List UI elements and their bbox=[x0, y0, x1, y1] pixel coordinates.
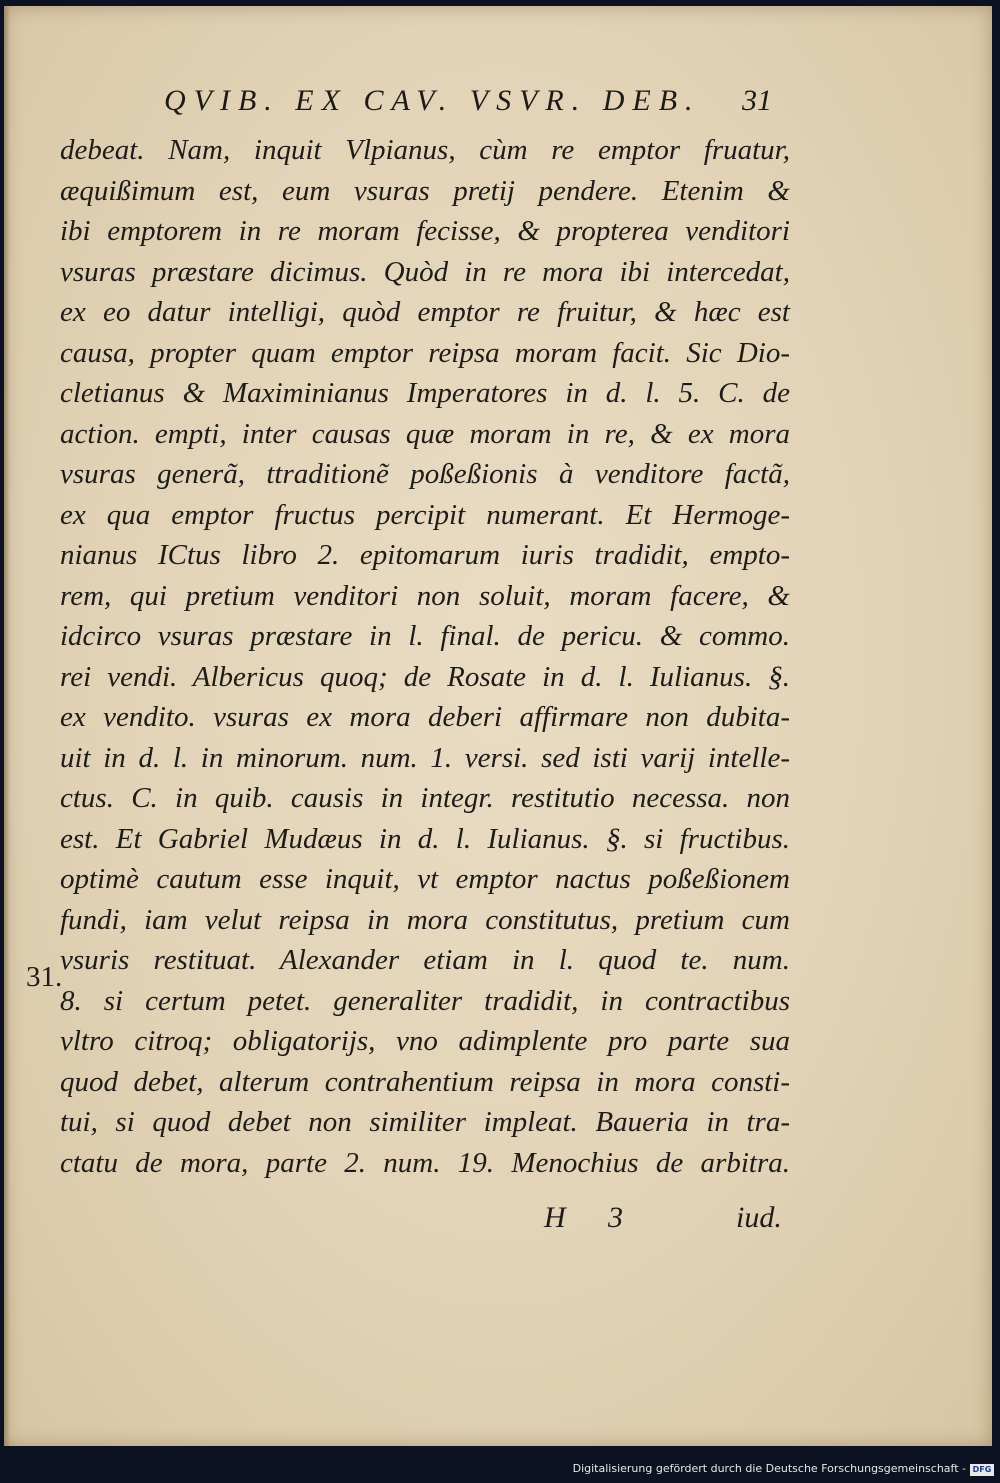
book-page bbox=[4, 6, 992, 1446]
text-line: causa, propter quam emptor reipsa moram facit. Sic Dio- bbox=[60, 336, 790, 369]
text-line: 8. si certum petet. generaliter tradidit, in contractibus bbox=[60, 984, 790, 1017]
text-line: ex qua emptor fructus percipit numerant. Et Hermoge- bbox=[60, 498, 790, 531]
text-line: action. empti, inter causas quæ moram in re, & ex mora bbox=[60, 417, 790, 450]
text-line: est. Et Gabriel Mudæus in d. l. Iulianus. §. si fructibus. bbox=[60, 822, 790, 855]
text-line: vsuras generã, ttraditionẽ poßeßionis à venditore factã, bbox=[60, 458, 790, 490]
signature-mark: H bbox=[544, 1201, 566, 1234]
text-line: uit in d. l. in minorum. num. 1. versi. sed isti varij intelle- bbox=[60, 741, 790, 774]
catchword: iud. bbox=[736, 1201, 782, 1234]
page-number: 31 bbox=[742, 84, 772, 117]
text-line: vsuras præstare dicimus. Quòd in re mora ibi intercedat, bbox=[60, 255, 790, 288]
text-line: ctatu de mora, parte 2. num. 19. Menochius de arbitra. bbox=[60, 1146, 790, 1179]
text-line: ex eo datur intelligi, quòd emptor re fruitur, & hæc est bbox=[60, 296, 790, 328]
text-line: idcirco vsuras præstare in l. final. de pericu. & commo. bbox=[60, 620, 790, 652]
margin-note: 31. bbox=[26, 961, 63, 993]
body-text bbox=[60, 130, 790, 1183]
page-edge-shadow bbox=[4, 6, 10, 1446]
dfg-logo: DFG bbox=[970, 1464, 994, 1476]
text-line: ibi emptorem in re moram fecisse, & propterea venditori bbox=[60, 215, 790, 247]
text-line: fundi, iam velut reipsa in mora constitutus, pretium cum bbox=[60, 903, 790, 936]
text-line: nianus ICtus libro 2. epitomarum iuris tradidit, empto- bbox=[60, 539, 790, 571]
text-line: rem, qui pretium venditori non soluit, moram facere, & bbox=[60, 579, 790, 612]
text-line: ex vendito. vsuras ex mora deberi affirmare non dubita- bbox=[60, 701, 790, 733]
text-line: optimè cautum esse inquit, vt emptor nactus poßeßionem bbox=[60, 863, 790, 895]
text-line: tui, si quod debet non similiter impleat. Baueria in tra- bbox=[60, 1106, 790, 1138]
signature-number: 3 bbox=[608, 1201, 623, 1234]
running-head: QVIB. EX CAV. VSVR. DEB. bbox=[164, 84, 701, 117]
page-footer bbox=[544, 1201, 784, 1241]
text-line: vsuris restituat. Alexander etiam in l. quod te. num. bbox=[60, 944, 790, 976]
text-line: æquißimum est, eum vsuras pretij pendere. Etenim & bbox=[60, 174, 790, 207]
text-line: ctus. C. in quib. causis in integr. restitutio necessa. non bbox=[60, 782, 790, 814]
text-line: debeat. Nam, inquit Vlpianus, cùm re emptor fruatur, bbox=[60, 134, 790, 166]
text-line: rei vendi. Albericus quoq; de Rosate in d. l. Iulianus. §. bbox=[60, 660, 790, 693]
text-line: cletianus & Maximinianus Imperatores in d. l. 5. C. de bbox=[60, 377, 790, 409]
text-line: quod debet, alterum contrahentium reipsa in mora consti- bbox=[60, 1065, 790, 1098]
digitization-credit: Digitalisierung gefördert durch die Deutsche Forschungsgemeinschaft - bbox=[572, 1462, 966, 1475]
text-line: vltro citroq; obligatorijs, vno adimplente pro parte sua bbox=[60, 1025, 790, 1057]
